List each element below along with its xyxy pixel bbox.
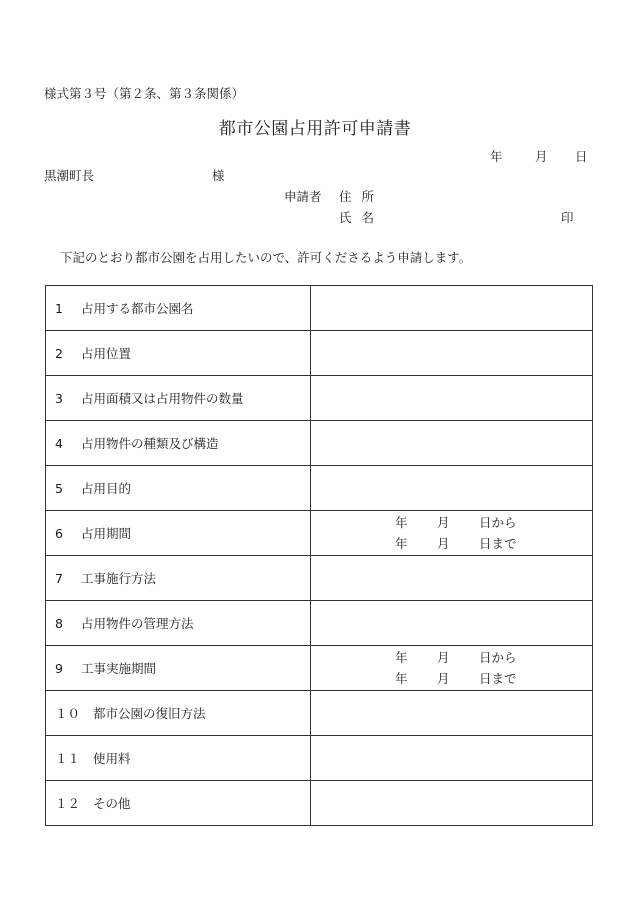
item-label-cell	[46, 601, 311, 646]
applicant-label: 申請者	[284, 189, 322, 204]
period-from-label: 日から	[479, 515, 517, 530]
addressee: 黒潮町長	[44, 168, 95, 183]
page-title: 都市公園占用許可申請書	[218, 119, 412, 139]
item-value-cell[interactable]	[311, 376, 593, 421]
period-month-label: 月	[437, 536, 450, 551]
item-label: 使用料	[93, 751, 131, 766]
construction-period-cell[interactable]	[311, 646, 593, 691]
table-row	[46, 376, 593, 421]
date-month-label: 月	[535, 149, 548, 164]
item-value-cell[interactable]	[311, 466, 593, 511]
item-label-cell	[46, 376, 311, 421]
period-end-line	[395, 668, 592, 689]
item-label: その他	[93, 796, 131, 811]
period-to-label: 日まで	[479, 536, 517, 551]
item-value-cell[interactable]	[311, 691, 593, 736]
period-year-label: 年	[395, 650, 408, 665]
name-label: 氏名	[339, 210, 385, 225]
item-label: 占用する都市公園名	[81, 301, 194, 316]
item-number: 8	[55, 616, 63, 631]
item-label-cell	[46, 736, 311, 781]
table-row	[46, 286, 593, 331]
period-to-label: 日まで	[479, 671, 517, 686]
period-month-label: 月	[437, 515, 450, 530]
period-start-line	[395, 647, 592, 668]
item-label-cell	[46, 331, 311, 376]
table-row	[46, 781, 593, 826]
item-label-cell	[46, 511, 311, 556]
item-number: 2	[55, 346, 63, 361]
item-label: 占用物件の種類及び構造	[81, 436, 219, 451]
item-number: 9	[55, 661, 63, 676]
table-row	[46, 691, 593, 736]
item-number: 7	[55, 571, 63, 586]
item-number: 4	[55, 436, 63, 451]
item-label-cell	[46, 466, 311, 511]
item-value-cell[interactable]	[311, 781, 593, 826]
item-label: 占用期間	[81, 526, 132, 541]
period-from-label: 日から	[479, 650, 517, 665]
period-year-label: 年	[395, 536, 408, 551]
item-number: １１	[55, 751, 81, 766]
item-label-cell	[46, 691, 311, 736]
item-label: 占用目的	[81, 481, 132, 496]
address-label: 住所	[339, 189, 385, 204]
item-number: １０	[55, 706, 81, 721]
item-value-cell[interactable]	[311, 736, 593, 781]
period-month-label: 月	[437, 650, 450, 665]
item-label: 占用面積又は占用物件の数量	[81, 391, 244, 406]
item-number: 1	[55, 301, 63, 316]
item-label-cell	[46, 286, 311, 331]
item-number: １２	[55, 796, 81, 811]
period-month-label: 月	[437, 671, 450, 686]
table-row	[46, 556, 593, 601]
table-row	[46, 736, 593, 781]
table-row	[46, 646, 593, 691]
table-row	[46, 331, 593, 376]
table-row	[46, 511, 593, 556]
application-statement: 下記のとおり都市公園を占用したいので、許可くださるよう申請します。	[60, 250, 472, 265]
period-year-label: 年	[395, 671, 408, 686]
item-label-cell	[46, 421, 311, 466]
period-end-line	[395, 533, 592, 554]
item-label: 工事実施期間	[81, 661, 157, 676]
item-value-cell[interactable]	[311, 286, 593, 331]
item-value-cell[interactable]	[311, 421, 593, 466]
item-number: 3	[55, 391, 63, 406]
item-label: 占用位置	[81, 346, 132, 361]
form-number: 様式第３号（第２条、第３条関係）	[44, 86, 245, 101]
occupancy-period-cell[interactable]	[311, 511, 593, 556]
item-label: 都市公園の復旧方法	[93, 706, 206, 721]
item-label: 占用物件の管理方法	[81, 616, 194, 631]
item-label-cell	[46, 781, 311, 826]
seal-label: 印	[561, 210, 574, 225]
table-row	[46, 601, 593, 646]
addressee-suffix: 様	[212, 168, 225, 183]
application-table	[45, 285, 593, 826]
item-value-cell[interactable]	[311, 601, 593, 646]
table-row	[46, 466, 593, 511]
item-number: 6	[55, 526, 63, 541]
date-day-label: 日	[575, 149, 588, 164]
period-year-label: 年	[395, 515, 408, 530]
item-label: 工事施行方法	[81, 571, 157, 586]
table-row	[46, 421, 593, 466]
item-number: 5	[55, 481, 63, 496]
item-label-cell	[46, 646, 311, 691]
item-value-cell[interactable]	[311, 331, 593, 376]
date-year-label: 年	[490, 149, 503, 164]
item-value-cell[interactable]	[311, 556, 593, 601]
period-start-line	[395, 512, 592, 533]
item-label-cell	[46, 556, 311, 601]
